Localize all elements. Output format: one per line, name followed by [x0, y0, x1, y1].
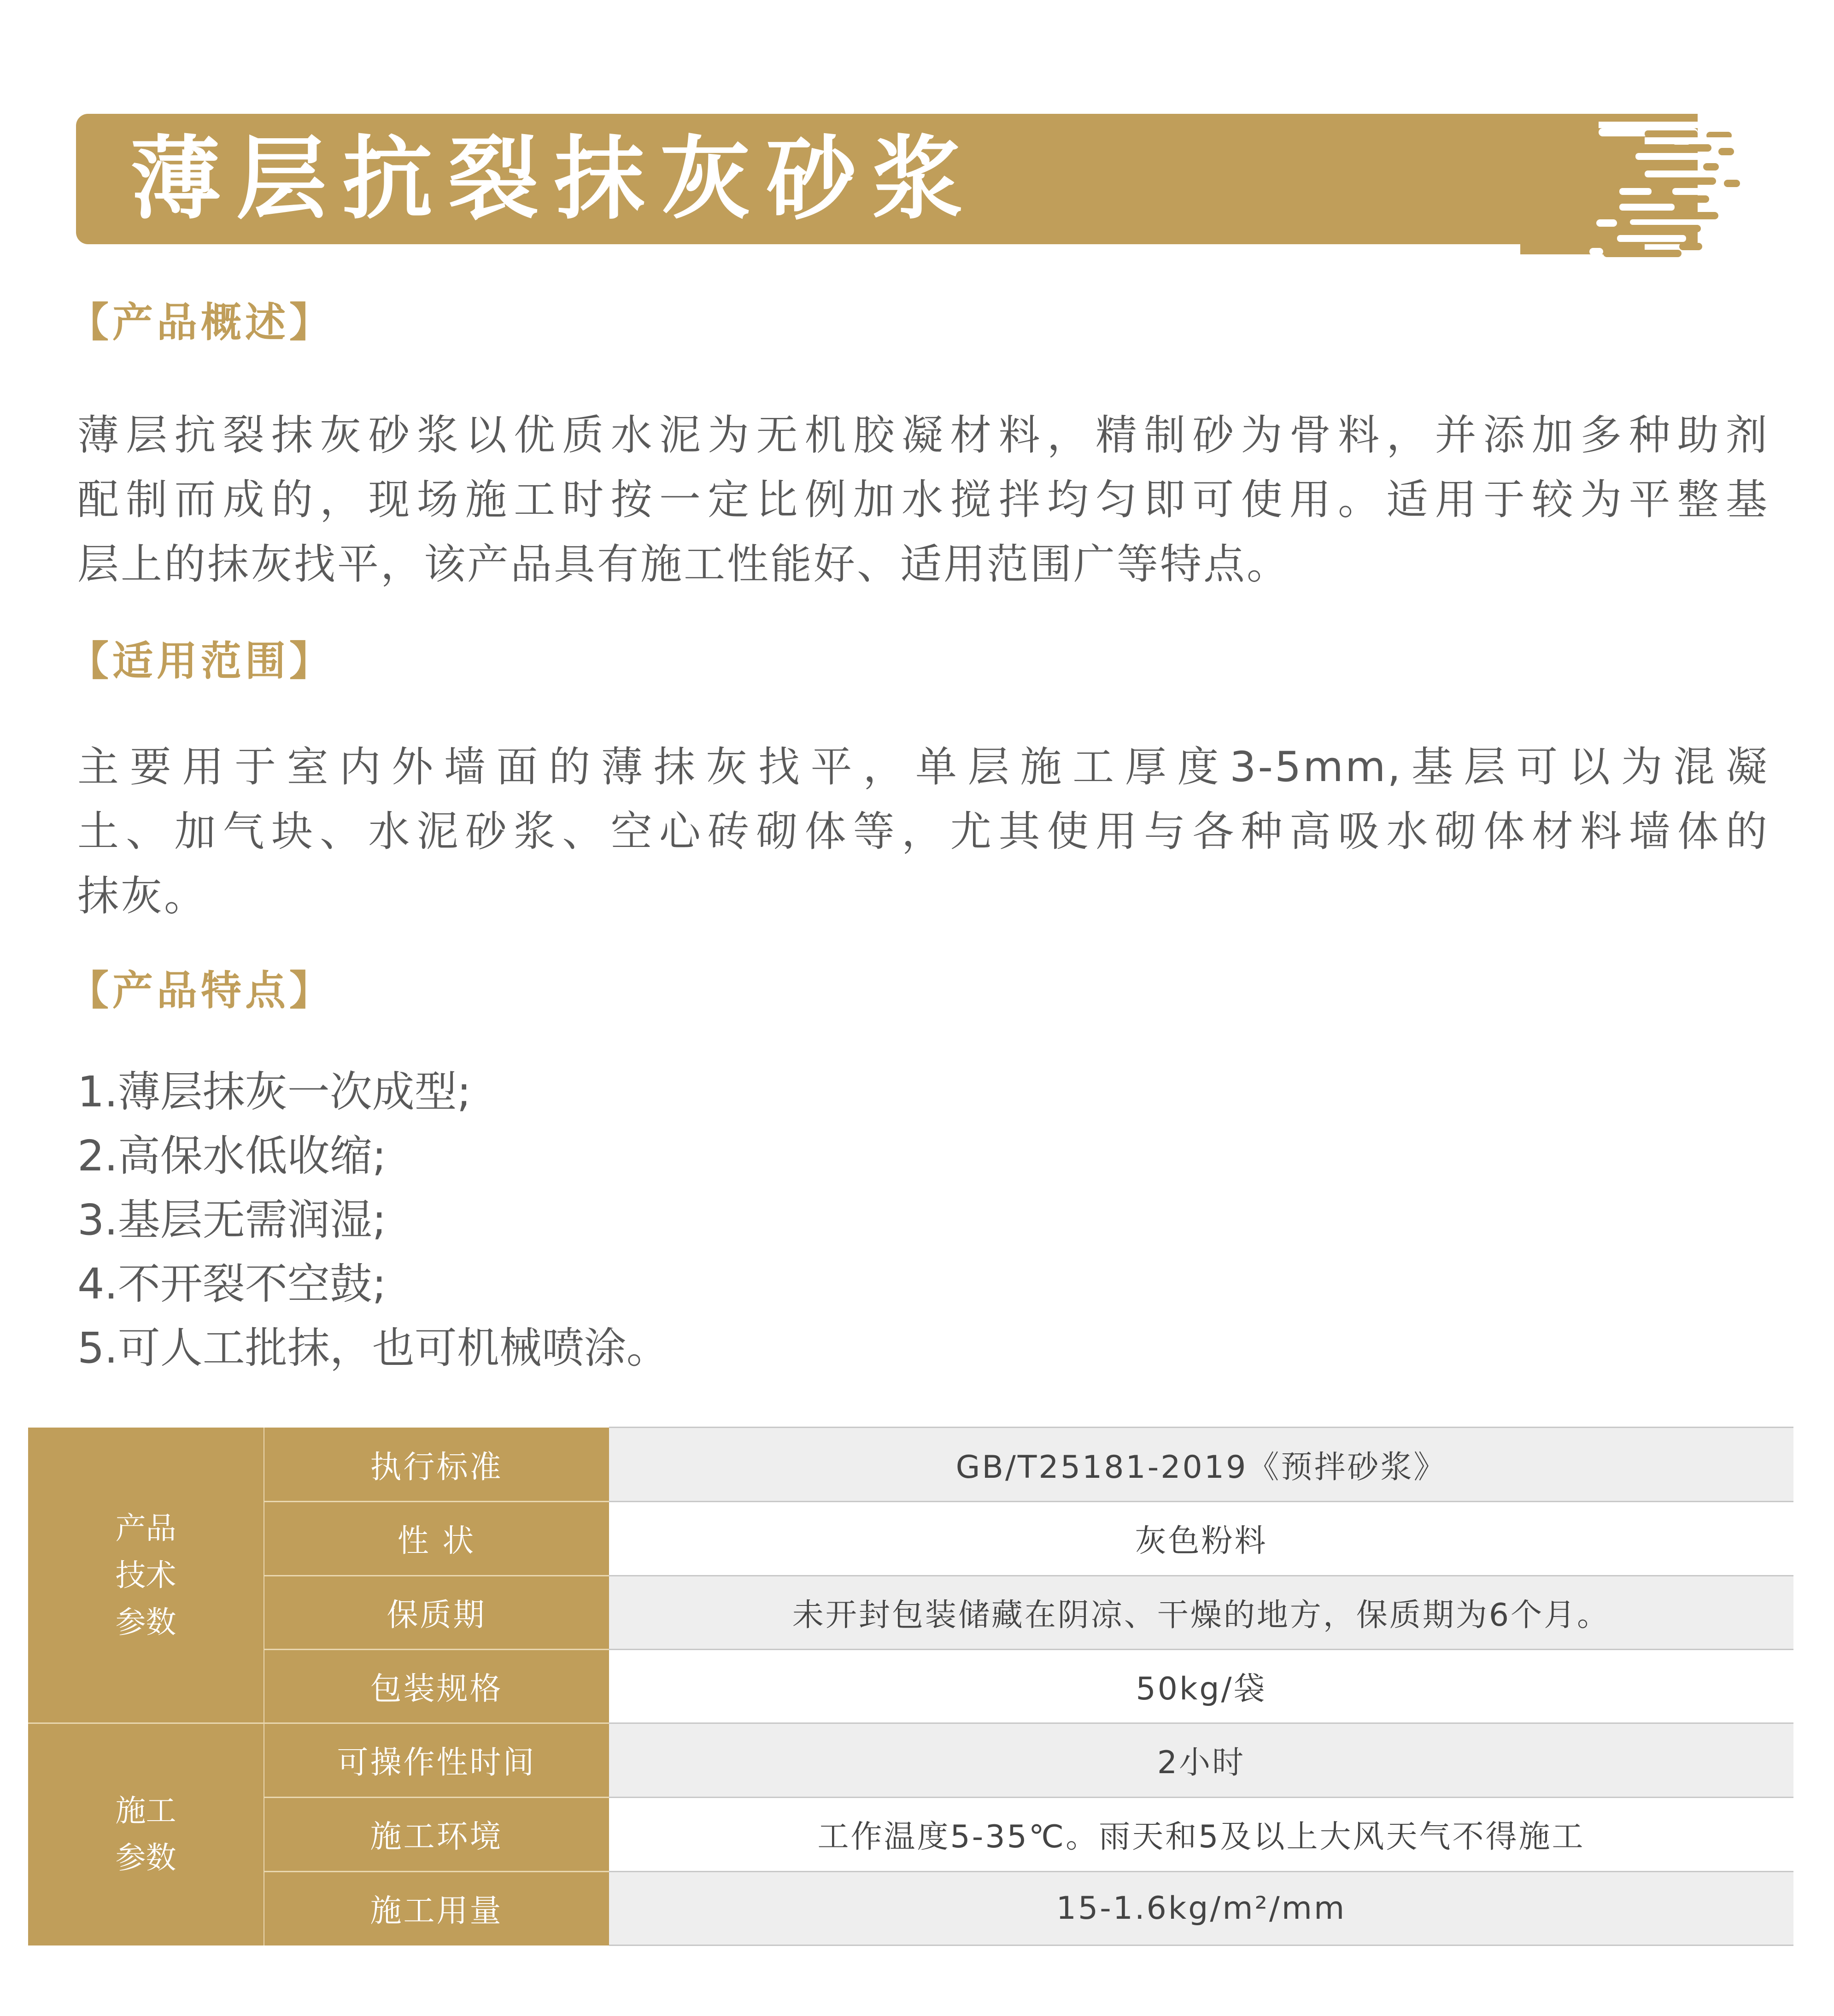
scope-paragraph [77, 735, 1769, 929]
row-divider [264, 1649, 609, 1650]
row-value-appearance: 灰色粉料 [609, 1501, 1793, 1575]
feature-item: 1.薄层抹灰一次成型; [77, 1067, 471, 1117]
group-label-line: 技术 [115, 1557, 176, 1593]
feature-item: 4.不开裂不空鼓; [77, 1259, 387, 1309]
row-label-workable-time: 可操作性时间 [264, 1723, 609, 1797]
row-value-consumption: 15-1.6kg/m²/mm [609, 1871, 1793, 1945]
row-label-environment: 施工环境 [264, 1797, 609, 1871]
feature-item: 2.高保水低收缩; [77, 1131, 387, 1181]
speed-lines-decoration-icon [1520, 101, 1797, 258]
section-header-features: 【产品特点】 [68, 967, 334, 1014]
row-label-shelf-life: 保质期 [264, 1575, 609, 1649]
group-label-product-tech-params [28, 1428, 264, 1723]
scope-line: 土、加气块、水泥砂浆、空心砖砌体等，尤其使用与各种高吸水砌体材料墙体的 [77, 807, 1769, 856]
row-divider [264, 1871, 609, 1872]
row-divider [264, 1501, 609, 1502]
row-value-shelf-life: 未开封包装储藏在阴凉、干燥的地方，保质期为6个月。 [609, 1575, 1793, 1649]
row-label-packaging: 包装规格 [264, 1649, 609, 1723]
row-value-environment: 工作温度5-35℃。雨天和5及以上大风天气不得施工 [609, 1797, 1793, 1871]
overview-line: 层上的抹灰找平，该产品具有施工性能好、适用范围广等特点。 [77, 540, 1290, 588]
row-divider [609, 1722, 1793, 1724]
row-divider [609, 1871, 1793, 1872]
row-divider [609, 1945, 1793, 1946]
row-label-consumption: 施工用量 [264, 1871, 609, 1945]
row-divider [264, 1575, 609, 1576]
group-label-line: 参数 [115, 1840, 176, 1875]
group-label-construction-params [28, 1723, 264, 1945]
overview-line: 配制而成的，现场施工时按一定比例加水搅拌均匀即可使用。适用于较为平整基 [77, 476, 1769, 524]
row-divider [609, 1501, 1793, 1502]
row-divider [609, 1575, 1793, 1576]
section-header-scope: 【适用范围】 [68, 637, 334, 685]
group-label-line: 施工 [115, 1793, 176, 1828]
group-divider [28, 1722, 609, 1724]
feature-item: 3.基层无需润湿; [77, 1195, 387, 1245]
title-banner [76, 114, 1698, 244]
row-value-workable-time: 2小时 [609, 1723, 1793, 1797]
row-label-appearance: 性 状 [264, 1501, 609, 1575]
group-label-line: 产品 [115, 1510, 176, 1546]
overview-line: 薄层抗裂抹灰砂浆以优质水泥为无机胶凝材料，精制砂为骨料，并添加多种助剂 [77, 411, 1769, 459]
group-label-line: 参数 [115, 1604, 176, 1640]
row-value-standard: GB/T25181-2019《预拌砂浆》 [609, 1428, 1793, 1501]
row-label-standard: 执行标准 [264, 1428, 609, 1501]
row-divider [609, 1797, 1793, 1798]
feature-item: 5.可人工批抹，也可机械喷涂。 [77, 1323, 669, 1373]
feature-list [77, 1060, 669, 1380]
row-divider [609, 1427, 1793, 1428]
row-value-packaging: 50kg/袋 [609, 1649, 1793, 1723]
row-divider [264, 1797, 609, 1798]
scope-line: 主要用于室内外墙面的薄抹灰找平，单层施工厚度3-5mm,基层可以为混凝 [77, 743, 1769, 791]
row-divider [609, 1649, 1793, 1650]
page-title: 薄层抗裂抹灰砂浆 [130, 126, 979, 232]
spec-table [28, 1428, 1793, 1945]
overview-paragraph [77, 403, 1769, 597]
section-header-overview: 【产品概述】 [68, 299, 334, 346]
scope-line: 抹灰。 [77, 872, 207, 920]
